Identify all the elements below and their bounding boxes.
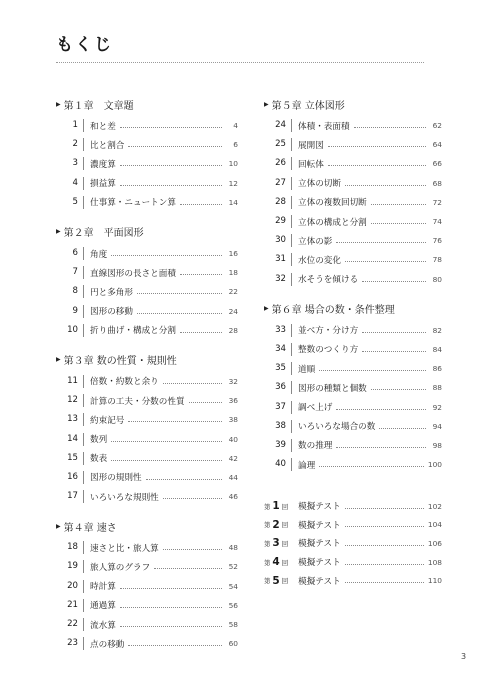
exam-suffix: 回 <box>281 502 289 511</box>
entry-number: 29 <box>264 215 292 228</box>
entry-number: 19 <box>56 560 84 573</box>
leader-dots <box>362 281 426 282</box>
entry-number: 34 <box>264 343 292 356</box>
entry-number: 31 <box>264 253 292 266</box>
exam-page: 102 <box>427 501 442 511</box>
toc-entry[interactable] <box>56 154 238 173</box>
exam-suffix: 回 <box>281 558 289 567</box>
entry-number: 33 <box>264 324 292 337</box>
toc-entry[interactable] <box>56 135 238 154</box>
entry-number: 2 <box>56 138 84 151</box>
toc-entry[interactable] <box>56 321 238 340</box>
entry-title: 体積・表面積 <box>298 121 350 132</box>
entry-page: 82 <box>432 325 442 335</box>
leader-dots <box>189 402 222 403</box>
chapter-entries <box>56 116 238 212</box>
leader-dots <box>345 545 424 546</box>
entry-page: 98 <box>432 440 442 450</box>
entry-title: 流水算 <box>90 620 116 631</box>
entry-page: 6 <box>233 140 238 150</box>
entry-title: 濃度算 <box>90 159 116 170</box>
entry-page: 10 <box>228 159 238 169</box>
leader-dots <box>128 421 222 422</box>
leader-dots <box>345 185 426 186</box>
exam-prefix: 第 <box>264 558 271 567</box>
exam-prefix: 第 <box>264 539 271 548</box>
chapter-entries <box>56 538 238 653</box>
entry-page: 76 <box>432 236 442 246</box>
leader-dots <box>362 351 426 352</box>
exam-title: 模擬テスト <box>298 576 341 587</box>
entry-page: 66 <box>432 159 442 169</box>
toc-entry[interactable] <box>264 116 442 135</box>
entry-number: 3 <box>56 157 84 170</box>
entry-page: 54 <box>228 581 238 591</box>
toc-entry[interactable] <box>264 250 442 269</box>
leader-dots <box>120 185 222 186</box>
entry-page: 62 <box>432 121 442 131</box>
exam-number: 5 <box>272 574 280 587</box>
entry-title: 倍数・約数と余り <box>90 377 159 388</box>
entry-page: 74 <box>432 217 442 227</box>
toc-entry[interactable] <box>264 397 442 416</box>
leader-dots <box>336 242 426 243</box>
entry-number: 37 <box>264 401 292 414</box>
exam-title: 模擬テスト <box>298 539 341 550</box>
entry-page: 22 <box>228 287 238 297</box>
leader-dots <box>328 165 426 166</box>
mock-test-entry[interactable] <box>264 516 442 535</box>
entry-title: 論理 <box>298 460 316 471</box>
entry-title: 約束記号 <box>90 415 125 426</box>
toc-entry[interactable] <box>56 634 238 653</box>
entry-title: 損益算 <box>90 179 116 190</box>
entry-title: 立体の構成と分割 <box>298 217 367 228</box>
leader-dots <box>345 526 424 527</box>
toc-entry[interactable] <box>56 557 238 576</box>
entry-number: 30 <box>264 234 292 247</box>
leader-dots <box>328 146 426 147</box>
exam-page: 104 <box>427 520 442 530</box>
entry-page: 16 <box>228 249 238 259</box>
entry-title: 立体の複数回切断 <box>298 198 367 209</box>
page-title-block <box>56 34 113 56</box>
entry-title: 展開図 <box>298 140 324 151</box>
leader-dots <box>146 479 222 480</box>
entry-title: 円と多角形 <box>90 287 133 298</box>
mock-test-list <box>264 497 442 590</box>
entry-number: 35 <box>264 362 292 375</box>
toc-entry[interactable] <box>56 302 238 321</box>
toc-entry[interactable] <box>56 116 238 135</box>
leader-dots <box>345 508 424 509</box>
chapter-heading <box>56 224 238 240</box>
entry-page: 24 <box>228 306 238 316</box>
chapter-title: 第４章 速さ <box>63 522 117 534</box>
entry-number: 32 <box>264 273 292 286</box>
exam-title: 模擬テスト <box>298 502 341 513</box>
mock-test-entry[interactable] <box>264 534 442 553</box>
entry-page: 88 <box>432 383 442 393</box>
entry-title: 点の移動 <box>90 639 125 650</box>
entry-page: 60 <box>228 639 238 649</box>
toc-entry[interactable] <box>264 174 442 193</box>
entry-number: 20 <box>56 580 84 593</box>
leader-dots <box>319 370 426 371</box>
exam-title: 模擬テスト <box>298 520 341 531</box>
entry-title: 仕事算・ニュートン算 <box>90 198 176 209</box>
exam-page: 106 <box>427 538 442 548</box>
entry-number: 36 <box>264 381 292 394</box>
exam-suffix: 回 <box>281 539 289 548</box>
entry-page: 46 <box>228 492 238 502</box>
toc-entry[interactable] <box>56 615 238 634</box>
entry-page: 42 <box>228 453 238 463</box>
chapter-heading <box>56 352 238 368</box>
toc-entry[interactable] <box>264 417 442 436</box>
leader-dots <box>111 255 222 256</box>
entry-title: 時計算 <box>90 582 116 593</box>
entry-title: 折り曲げ・構成と分割 <box>90 326 176 337</box>
entry-page: 44 <box>228 472 238 482</box>
entry-number: 11 <box>56 375 84 388</box>
toc-entry[interactable] <box>56 596 238 615</box>
entry-title: 計算の工夫・分数の性質 <box>90 396 185 407</box>
entry-page: 28 <box>228 325 238 335</box>
leader-dots <box>319 466 424 467</box>
toc-entry[interactable] <box>56 487 238 506</box>
exam-prefix: 第 <box>264 577 271 586</box>
entry-title: 図形の移動 <box>90 307 133 318</box>
entry-number: 27 <box>264 177 292 190</box>
toc-entry[interactable] <box>264 193 442 212</box>
entry-number: 16 <box>56 471 84 484</box>
exam-number: 3 <box>272 537 280 550</box>
toc-entry[interactable] <box>56 372 238 391</box>
toc-left-column <box>56 96 238 665</box>
leader-dots <box>163 549 222 550</box>
entry-page: 36 <box>228 396 238 406</box>
entry-title: 整数のつくり方 <box>298 345 359 356</box>
entry-number: 25 <box>264 138 292 151</box>
entry-number: 13 <box>56 413 84 426</box>
entry-page: 80 <box>432 274 442 284</box>
entry-title: 回転体 <box>298 159 324 170</box>
toc-entry[interactable] <box>264 359 442 378</box>
entry-page: 68 <box>432 178 442 188</box>
exam-page: 108 <box>427 557 442 567</box>
leader-dots <box>336 409 426 410</box>
entry-page: 4 <box>233 121 238 131</box>
entry-number: 5 <box>56 196 84 209</box>
chapter-heading <box>264 96 442 112</box>
leader-dots <box>120 165 222 166</box>
entry-number: 10 <box>56 324 84 337</box>
toc-entry[interactable] <box>56 391 238 410</box>
entry-title: 並べ方・分け方 <box>298 326 359 337</box>
leader-dots <box>354 127 426 128</box>
exam-number: 4 <box>272 556 280 569</box>
entry-page: 18 <box>228 268 238 278</box>
toc-entry[interactable] <box>56 263 238 282</box>
chevron-right-icon: ▶ <box>264 305 269 313</box>
entry-title: 和と差 <box>90 121 116 132</box>
entry-number: 6 <box>56 247 84 260</box>
chapter-title: 第１章 文章題 <box>63 100 134 112</box>
exam-suffix: 回 <box>281 521 289 530</box>
entry-title: 数表 <box>90 454 108 465</box>
toc-entry[interactable] <box>56 538 238 557</box>
entry-number: 7 <box>56 266 84 279</box>
toc-entry[interactable] <box>264 270 442 289</box>
chapter-title: 第２章 平面図形 <box>63 228 144 240</box>
entry-title: 角度 <box>90 249 108 260</box>
entry-page: 14 <box>228 197 238 207</box>
toc-entry[interactable] <box>56 429 238 448</box>
entry-title: いろいろな場合の数 <box>298 422 376 433</box>
entry-number: 22 <box>56 618 84 631</box>
entry-number: 17 <box>56 490 84 503</box>
leader-dots <box>120 607 222 608</box>
toc-entry[interactable] <box>56 174 238 193</box>
entry-page: 100 <box>427 460 442 470</box>
entry-number: 8 <box>56 285 84 298</box>
leader-dots <box>345 564 424 565</box>
entry-page: 48 <box>228 543 238 553</box>
entry-page: 78 <box>432 255 442 265</box>
entry-title: 旅人算のグラフ <box>90 562 151 573</box>
chapter-title: 第６章 場合の数・条件整理 <box>271 305 395 317</box>
toc-entry[interactable] <box>56 410 238 429</box>
entry-title: 直線図形の長さと面積 <box>90 268 176 279</box>
chapter-title: 第３章 数の性質・規則性 <box>63 356 177 368</box>
leader-dots <box>120 127 222 128</box>
entry-number: 40 <box>264 458 292 471</box>
toc-entry[interactable] <box>264 340 442 359</box>
leader-dots <box>120 588 222 589</box>
toc-entry[interactable] <box>56 244 238 263</box>
entry-page: 52 <box>228 562 238 572</box>
leader-dots <box>345 261 426 262</box>
entry-page: 64 <box>432 140 442 150</box>
entry-title: 速さと比・旅人算 <box>90 543 159 554</box>
entry-number: 38 <box>264 420 292 433</box>
leader-dots <box>180 332 222 333</box>
entry-page: 38 <box>228 415 238 425</box>
chapter-entries <box>264 321 442 475</box>
toc-entry[interactable] <box>56 468 238 487</box>
entry-page: 72 <box>432 197 442 207</box>
entry-title: 数の推理 <box>298 441 333 452</box>
toc-entry[interactable] <box>56 193 238 212</box>
entry-number: 12 <box>56 394 84 407</box>
title-divider <box>56 62 424 63</box>
entry-number: 18 <box>56 541 84 554</box>
toc-entry[interactable] <box>264 436 442 455</box>
entry-number: 9 <box>56 305 84 318</box>
toc-entry[interactable] <box>264 135 442 154</box>
chevron-right-icon: ▶ <box>56 522 61 530</box>
entry-number: 26 <box>264 157 292 170</box>
chevron-right-icon: ▶ <box>264 100 269 108</box>
toc-right-column <box>264 96 442 486</box>
entry-number: 23 <box>56 637 84 650</box>
exam-prefix: 第 <box>264 502 271 511</box>
leader-dots <box>379 428 426 429</box>
entry-page: 56 <box>228 600 238 610</box>
entry-page: 58 <box>228 620 238 630</box>
leader-dots <box>111 460 222 461</box>
chapter-entries <box>56 372 238 506</box>
entry-title: 図形の規則性 <box>90 473 142 484</box>
toc-entry[interactable] <box>264 212 442 231</box>
chevron-right-icon: ▶ <box>56 356 61 364</box>
entry-page: 12 <box>228 178 238 188</box>
entry-number: 28 <box>264 196 292 209</box>
chapter-heading <box>56 518 238 534</box>
leader-dots <box>137 313 222 314</box>
exam-suffix: 回 <box>281 577 289 586</box>
leader-dots <box>362 332 426 333</box>
entry-title: 立体の影 <box>298 236 333 247</box>
exam-prefix: 第 <box>264 521 271 530</box>
page-title: もくじ <box>56 35 113 55</box>
chevron-right-icon: ▶ <box>56 100 61 108</box>
entry-page: 92 <box>432 402 442 412</box>
entry-number: 21 <box>56 599 84 612</box>
entry-page: 94 <box>432 421 442 431</box>
leader-dots <box>371 223 426 224</box>
chevron-right-icon: ▶ <box>56 228 61 236</box>
toc-entry[interactable] <box>264 321 442 340</box>
entry-title: 比と割合 <box>90 140 125 151</box>
entry-page: 86 <box>432 364 442 374</box>
leader-dots <box>180 274 222 275</box>
chapter-entries <box>264 116 442 289</box>
toc-entry[interactable] <box>264 154 442 173</box>
mock-test-entry[interactable] <box>264 497 442 516</box>
entry-title: 調べ上げ <box>298 403 333 414</box>
toc-entry[interactable] <box>56 282 238 301</box>
entry-title: 水位の変化 <box>298 255 341 266</box>
leader-dots <box>120 626 222 627</box>
entry-number: 1 <box>56 119 84 132</box>
chapter-heading <box>264 301 442 317</box>
entry-number: 39 <box>264 439 292 452</box>
leader-dots <box>111 441 222 442</box>
chapter-heading <box>56 96 238 112</box>
toc-entry[interactable] <box>56 577 238 596</box>
leader-dots <box>137 293 222 294</box>
entry-title: いろいろな規則性 <box>90 492 159 503</box>
leader-dots <box>163 498 222 499</box>
leader-dots <box>371 389 426 390</box>
toc-entry[interactable] <box>264 455 442 474</box>
entry-title: 数列 <box>90 435 108 446</box>
entry-number: 4 <box>56 177 84 190</box>
exam-number: 2 <box>272 518 280 531</box>
leader-dots <box>345 582 424 583</box>
entry-page: 40 <box>228 434 238 444</box>
chapter-entries <box>56 244 238 340</box>
entry-title: 道順 <box>298 364 316 375</box>
mock-test-entry[interactable] <box>264 571 442 590</box>
leader-dots <box>154 568 222 569</box>
leader-dots <box>371 204 426 205</box>
entry-title: 通過算 <box>90 601 116 612</box>
leader-dots <box>128 146 222 147</box>
leader-dots <box>180 204 222 205</box>
chapter-title: 第５章 立体図形 <box>271 100 345 112</box>
leader-dots <box>128 645 222 646</box>
toc-entry[interactable] <box>264 231 442 250</box>
entry-number: 15 <box>56 452 84 465</box>
toc-entry[interactable] <box>264 378 442 397</box>
exam-title: 模擬テスト <box>298 558 341 569</box>
entry-title: 水そうを傾ける <box>298 275 359 286</box>
leader-dots <box>163 383 222 384</box>
exam-number: 1 <box>272 500 280 513</box>
entry-title: 立体の切断 <box>298 179 341 190</box>
leader-dots <box>336 447 426 448</box>
toc-entry[interactable] <box>56 449 238 468</box>
entry-page: 32 <box>228 376 238 386</box>
mock-test-entry[interactable] <box>264 553 442 572</box>
entry-number: 24 <box>264 119 292 132</box>
entry-number: 14 <box>56 433 84 446</box>
entry-page: 84 <box>432 344 442 354</box>
exam-page: 110 <box>427 576 442 586</box>
page-number: 3 <box>461 652 467 661</box>
entry-title: 図形の種類と個数 <box>298 383 367 394</box>
